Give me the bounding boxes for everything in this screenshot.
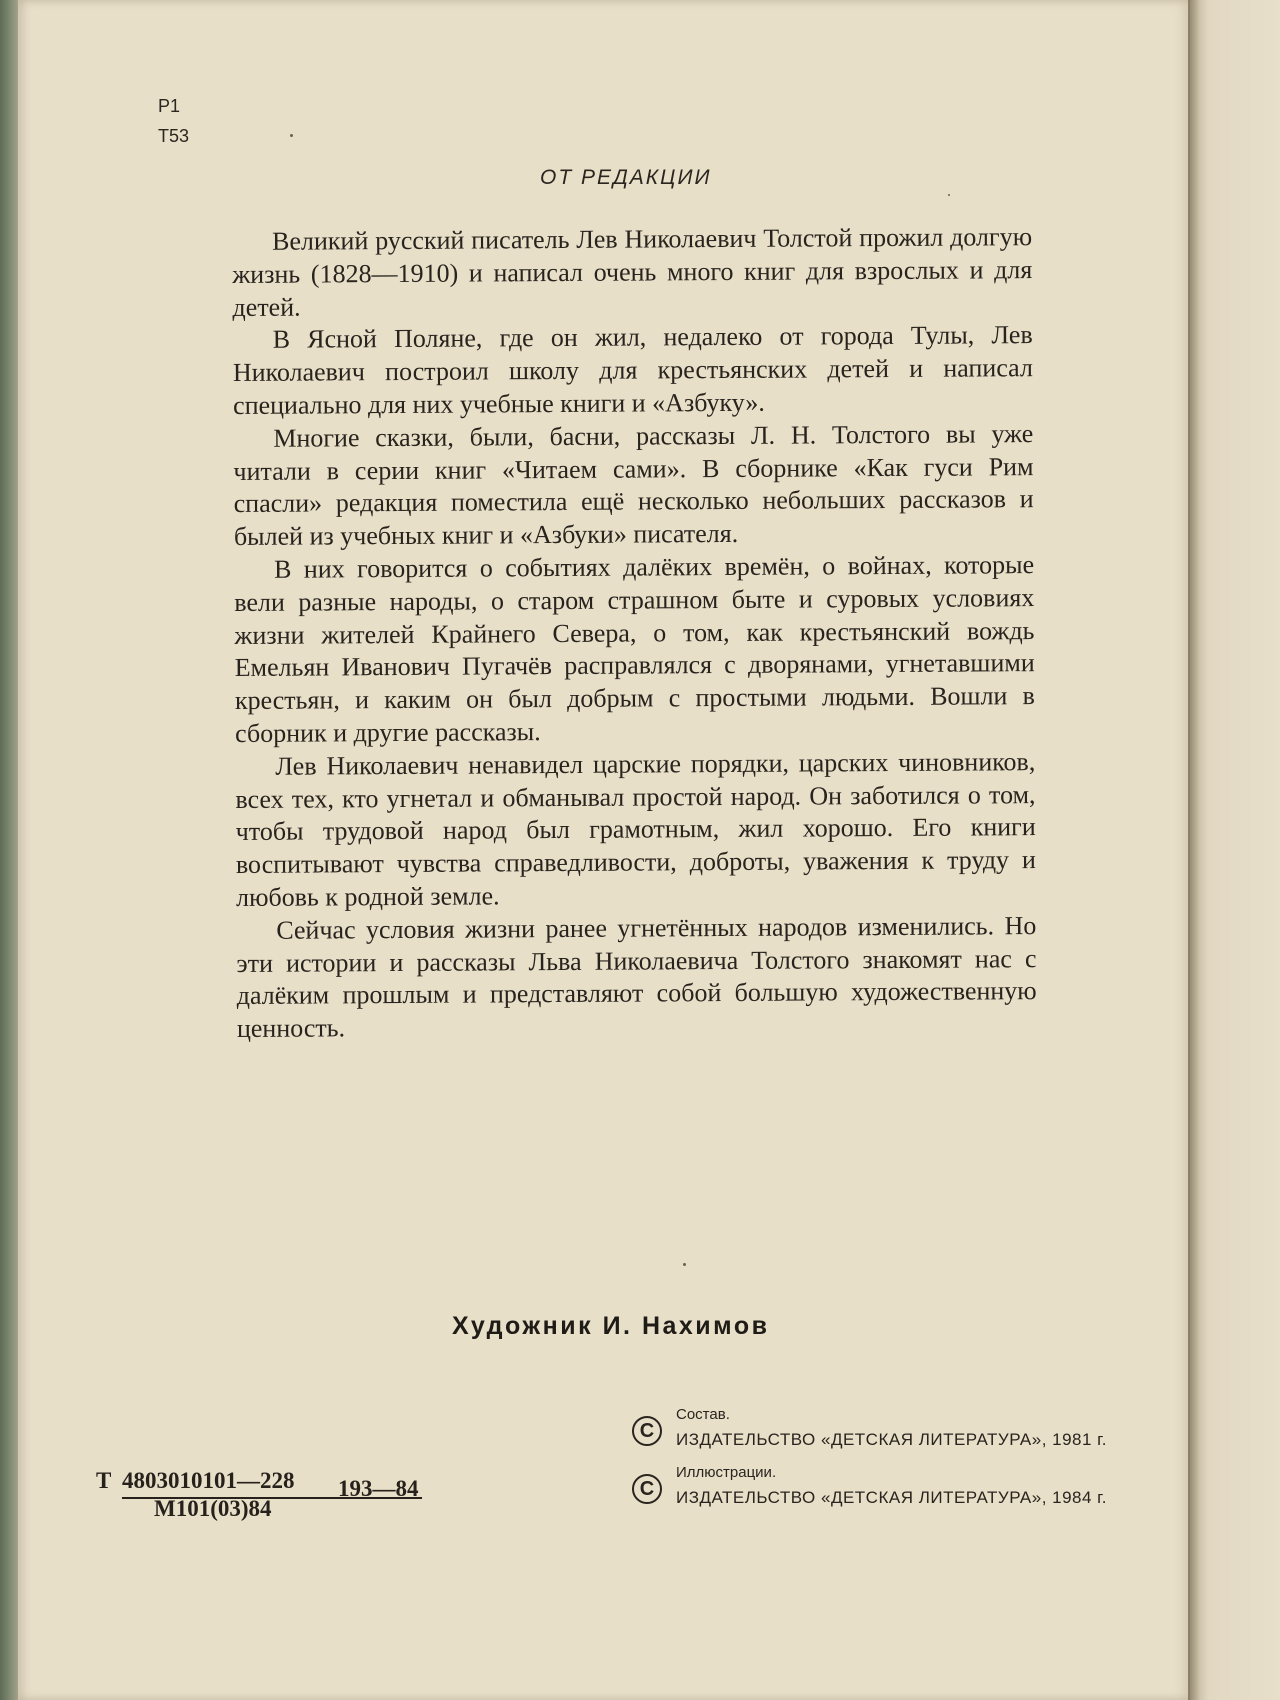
catalog-denominator: М101(03)84 [154,1496,272,1521]
paragraph: В Ясной Поляне, где он жил, недалеко от города Тулы, Лев Николаевич построил школу для крестьянских детей и написал специально для них учебные книги и «Азбуку». [232,320,1033,420]
section-heading: ОТ РЕДАКЦИИ [540,166,712,189]
paragraph: В них говорится о событиях далёких времён, о войнах, которые вели разные народы, о старом страшном быте и суровых условиях жизни жителей Крайнего Севера, о том, как крестьянский вождь Емельян Иванович Пугачёв расправлялся с дворянами, угнетавшими крестьян, и каким он был добрым с простыми людьми. Вошли в сборник и другие рассказы. [234,550,1035,748]
copyright-icon: C [632,1474,662,1504]
paragraph: Лев Николаевич ненавидел царские порядки, царских чиновников, всех тех, кто угнетал и обманывал простой народ. Он заботился о том, чтобы трудовой народ был грамотным, жил хорошо. Его книги воспитывают чувства справедливости, доброты, уважения к труду и любовь к родной земле. [235,746,1036,912]
catalog-number: 193—84 [338,1476,419,1501]
paragraph: Великий русский писатель Лев Николаевич Толстой прожил долгую жизнь (1828—1910) и написал очень много книг для взрослых и для детей. [232,222,1033,322]
classification-code: Р1 [158,96,181,116]
catalog-numerator: 4803010101—228 [122,1468,295,1493]
page-fold-shadow [1190,0,1200,1700]
author-code: Т53 [158,126,190,146]
paragraph: Многие сказки, были, басни, рассказы Л. Н. Толстого вы уже читали в серии книг «Читаем сами». В сборнике «Как гуси Рим спасли» редакция поместила ещё несколько небольших рассказов и былей из учебных книг и «Азбуки» писателя. [233,418,1034,552]
paper-speck [683,1263,686,1266]
paper-speck [948,194,950,196]
copyright-label: Иллюстрации. [676,1464,777,1481]
adjacent-page [1188,0,1280,1700]
copyright-text: ИЗДАТЕЛЬСТВО «ДЕТСКАЯ ЛИТЕРАТУРА», 1981 г. [676,1430,1108,1449]
paragraph: Сейчас условия жизни ранее угнетённых народов изменились. Но эти истории и рассказы Льва Николаевича Толстого знакомят нас с далёким прошлым и представляют собой большую художественную ценность. [236,910,1037,1044]
editorial-text [232,221,1037,1046]
copyright-text: ИЗДАТЕЛЬСТВО «ДЕТСКАЯ ЛИТЕРАТУРА», 1984 г. [676,1488,1108,1507]
catalog-letter: Т [96,1468,112,1493]
paper-speck [290,134,293,137]
artist-credit: Художник И. Нахимов [452,1312,770,1340]
copyright-icon: C [632,1416,662,1446]
copyright-label: Состав. [676,1406,730,1423]
